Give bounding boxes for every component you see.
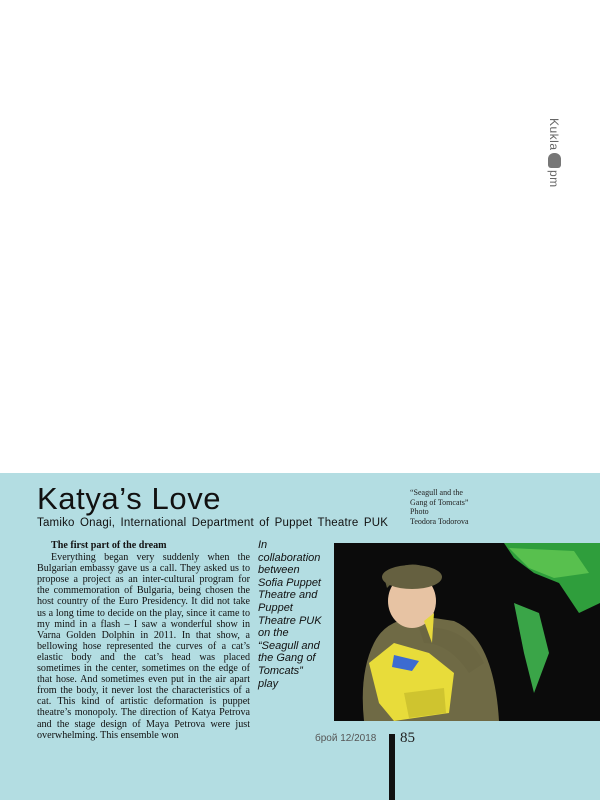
performance-photo [334, 543, 600, 721]
magazine-brand [547, 118, 561, 187]
issue-label: брой 12/2018 [315, 733, 377, 744]
caption-line: Teodora Todorova [410, 516, 469, 526]
puppet-performance-illustration [334, 543, 600, 721]
doll-logo-icon [548, 153, 561, 168]
page-marker-bar [389, 734, 395, 800]
section-heading: The first part of the dream [51, 540, 167, 551]
article-author: Tamiko Onagi, International Department of Puppet Theatre PUK [37, 517, 389, 529]
brand-text-part1: Kukla [547, 118, 561, 151]
article-body [37, 540, 250, 741]
body-paragraph: Everything began very suddenly when the Bulgarian embassy gave us a call. They asked us to propose a project as an inter-cultural program for the commemoration of Bulgaria, being chosen the host country of the Euro Presidency. It did not take us a long time to decide on the play, since it came to my mind in a flash – I saw a wonderful show in Varna Golden Dolphin in 2011. In that show, a bellowing hose represented the curves of a cat’s elastic body and the cat’s head was placed sometimes in the center, sometimes on the edge of that hose. And sometimes even put in the air apart from the body, it never lost the characteristics of a cat. This kind of artistic deformation is puppet theatre’s monopoly. The direction of Katya Petrova and the stage design of Maya Petrova were just overwhelming. This ensemble won [37, 552, 250, 741]
brand-text-part2: pm [547, 169, 561, 188]
caption-line: Gang of Tomcats” [410, 497, 469, 507]
pull-quote: In collaboration between Sofia Puppet Theatre and Puppet Theatre PUK on the “Seagull and the Gang of Tomcats” play [258, 539, 322, 690]
article-title: Katya’s Love [37, 481, 222, 516]
page-number: 85 [400, 730, 415, 746]
photo-caption [410, 488, 530, 526]
caption-line: Photo [410, 507, 429, 516]
caption-line: “Seagull and the [410, 488, 463, 497]
